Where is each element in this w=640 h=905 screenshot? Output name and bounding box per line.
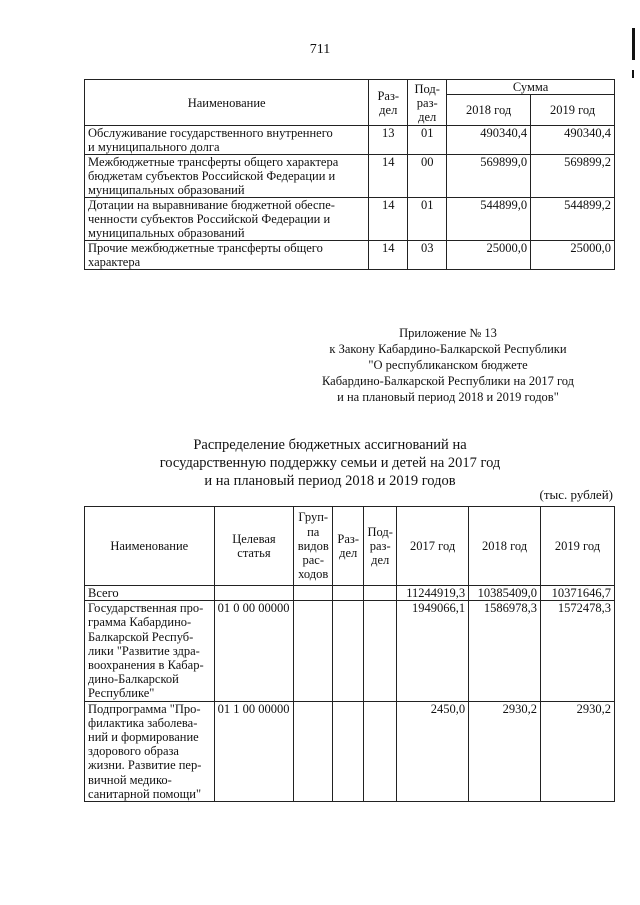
row-name: Всего: [85, 586, 215, 601]
table-row: [85, 586, 615, 601]
row-name: Прочие межбюджетные трансферты общего характера: [85, 241, 369, 270]
row-2018: 1586978,3: [469, 601, 541, 701]
header-section: Раз- дел: [333, 507, 364, 586]
units-label: (тыс. рублей): [539, 487, 613, 502]
row-section: 14: [369, 198, 408, 241]
row-2018: 490340,4: [447, 126, 531, 155]
table-row: [85, 701, 615, 801]
row-subsection: 01: [408, 126, 447, 155]
document-title: [120, 436, 540, 490]
row-section: [333, 701, 364, 801]
row-2019: 490340,4: [531, 126, 615, 155]
row-section: [333, 586, 364, 601]
row-subsection: 01: [408, 198, 447, 241]
page-number: 711: [309, 42, 331, 57]
table-row: [85, 601, 615, 701]
appendix-line: к Закону Кабардино-Балкарской Республики: [329, 342, 567, 356]
row-2017: 11244919,3: [397, 586, 469, 601]
row-subsection: [364, 586, 397, 601]
table-row: [85, 126, 615, 155]
row-name: Дотации на выравнивание бюджетной обеспе- ченности субъектов Российской Федерации и муниципальных образований: [85, 198, 369, 241]
header-2018: 2018 год: [447, 95, 531, 126]
row-target: 01 1 00 00000: [214, 701, 294, 801]
header-2019: 2019 год: [531, 95, 615, 126]
header-subsection: Под- раз- дел: [408, 80, 447, 126]
row-group: [294, 701, 333, 801]
header-2019: 2019 год: [541, 507, 615, 586]
row-2018: 569899,0: [447, 155, 531, 198]
row-name: Обслуживание государственного внутреннего и муниципального долга: [85, 126, 369, 155]
title-line: Распределение бюджетных ассигнований на: [193, 437, 467, 453]
table-row: [85, 155, 615, 198]
row-2018: 544899,0: [447, 198, 531, 241]
header-section: Раз- дел: [369, 80, 408, 126]
row-target: [214, 586, 294, 601]
header-2018: 2018 год: [469, 507, 541, 586]
appendix-line: "О республиканском бюджете: [368, 358, 528, 372]
row-2018: 10385409,0: [469, 586, 541, 601]
row-2017: 2450,0: [397, 701, 469, 801]
header-target: Целевая статья: [214, 507, 294, 586]
table-row: [85, 241, 615, 270]
row-target: 01 0 00 00000: [214, 601, 294, 701]
row-2019: 2930,2: [541, 701, 615, 801]
header-group: Груп- па видов рас- ходов: [294, 507, 333, 586]
title-line: государственную поддержку семьи и детей на 2017 год: [159, 455, 501, 471]
row-group: [294, 601, 333, 701]
edge-mark: [632, 28, 635, 60]
row-2018: 2930,2: [469, 701, 541, 801]
edge-mark: [632, 70, 634, 78]
budget-table-family-support: [84, 506, 615, 802]
appendix-line: Приложение № 13: [399, 326, 497, 340]
title-line: и на плановый период 2018 и 2019 годов: [204, 473, 456, 489]
row-2019: 544899,2: [531, 198, 615, 241]
row-2019: 569899,2: [531, 155, 615, 198]
header-subsection: Под- раз- дел: [364, 507, 397, 586]
row-section: [333, 601, 364, 701]
row-section: 13: [369, 126, 408, 155]
header-2017: 2017 год: [397, 507, 469, 586]
row-group: [294, 586, 333, 601]
row-name: Государственная про- грамма Кабардино- Балкарской Респуб- лики "Развитие здра- воохранения в Кабар- дино-Балкарской Республике": [85, 601, 215, 701]
row-name: Межбюджетные трансферты общего характера бюджетам субъектов Российской Федерации и муниципальных образований: [85, 155, 369, 198]
budget-table-sections: [84, 79, 615, 270]
row-2019: 25000,0: [531, 241, 615, 270]
appendix-line: и на плановый период 2018 и 2019 годов": [337, 390, 559, 404]
row-subsection: 00: [408, 155, 447, 198]
header-name: Наименование: [85, 80, 369, 126]
row-name: Подпрограмма "Про- филактика заболева- ний и формирование здорового образа жизни. Развитие пер- вичной медико- санитарной помощи": [85, 701, 215, 801]
appendix-line: Кабардино-Балкарской Республики на 2017 год: [321, 374, 575, 388]
row-2019: 10371646,7: [541, 586, 615, 601]
row-2018: 25000,0: [447, 241, 531, 270]
row-2017: 1949066,1: [397, 601, 469, 701]
row-subsection: 03: [408, 241, 447, 270]
row-subsection: [364, 701, 397, 801]
row-2019: 1572478,3: [541, 601, 615, 701]
table-row: [85, 198, 615, 241]
header-sum: Сумма: [447, 80, 615, 95]
appendix-note: [298, 325, 598, 405]
row-section: 14: [369, 155, 408, 198]
row-section: 14: [369, 241, 408, 270]
row-subsection: [364, 601, 397, 701]
header-name: Наименование: [85, 507, 215, 586]
